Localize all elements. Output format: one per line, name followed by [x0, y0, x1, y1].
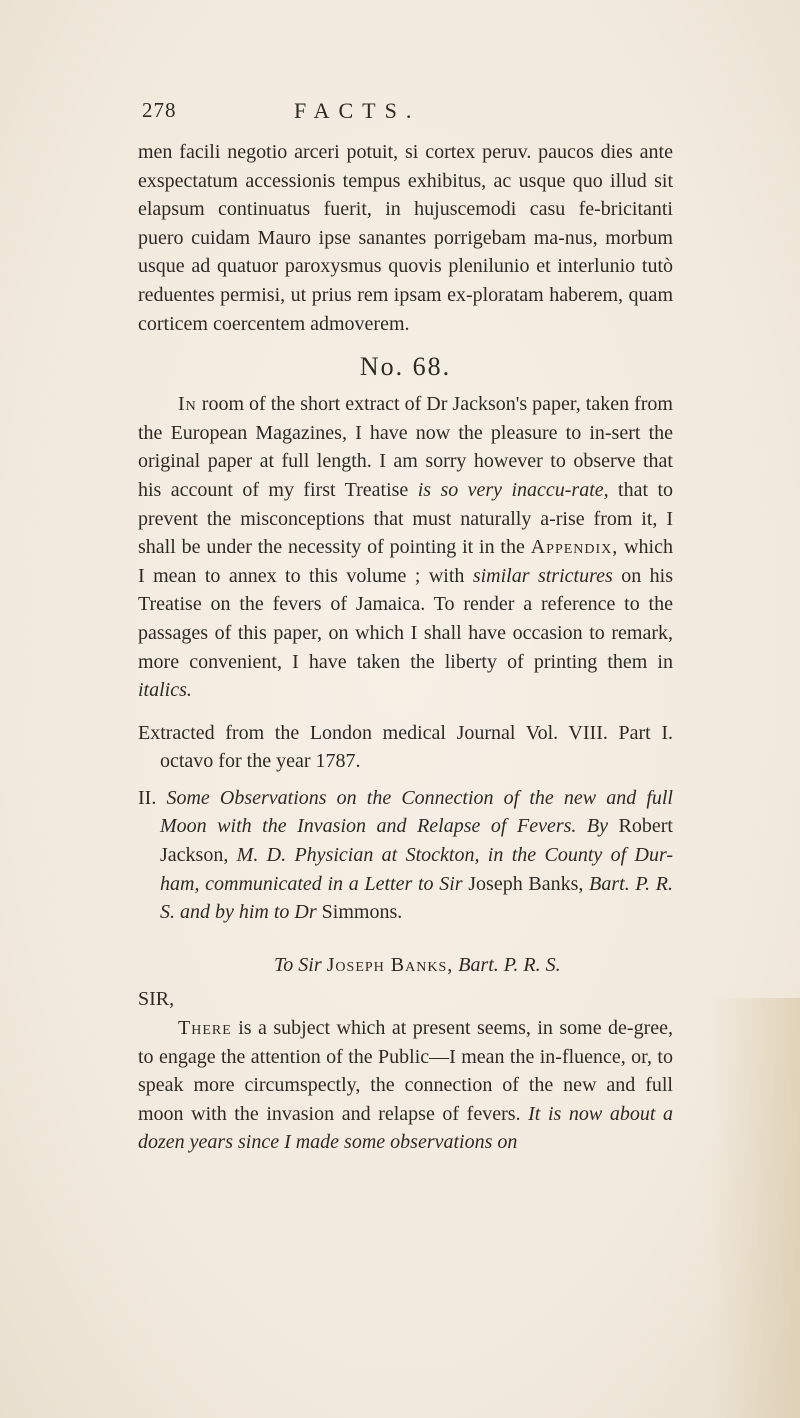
dedication-name: Joseph Banks, — [326, 953, 454, 976]
intro-italic-3: italics. — [138, 679, 192, 702]
intro-text-4: on his Treatise on the fevers of Jamaica. To render a reference to the passages of this paper, on which I shall have occasion to remark, more convenient, I have taken the liberty of printing them in — [138, 564, 673, 673]
article-credentials: M. D. Physician at Stockton, in the County of Dur-ham, communicated in a Letter to Sir — [160, 844, 673, 895]
paper-stain — [710, 998, 800, 1418]
intro-appendix: Appendix, — [530, 536, 619, 559]
intro-text-2: that to prevent the misconceptions that must naturally a-rise from it, I shall be under the necessity of pointing it in the — [138, 478, 674, 559]
intro-italic-2: similar strictures — [472, 564, 613, 587]
page-body — [138, 138, 673, 1157]
article-recipient-title: Bart. P. R. S. and by him to Dr — [160, 872, 673, 924]
page-number: 278 — [142, 98, 177, 122]
letter-paragraph — [138, 1014, 673, 1157]
letter-italic-tail: It is now about a dozen years since I made some observations on — [138, 1102, 673, 1154]
page-header — [142, 98, 662, 128]
article-recipient: Joseph Banks, — [462, 872, 590, 895]
article-author: Robert Jackson, — [160, 815, 673, 867]
article-intermediary: Simmons. — [316, 901, 403, 924]
running-title: FACTS. — [294, 98, 421, 123]
intro-italic-1: is so very inaccu-rate, — [417, 478, 609, 501]
letter-initial: There — [178, 1017, 232, 1040]
latin-paragraph: men facili negotio arceri potuit, si cortex peruv. paucos dies ante exspectatum accessionis tempus exhibitus, ac usque quo illud sit elapsum continuatus fuerit, in hujuscemodi casu fe-bricitanti puero cuidam Mauro ipse sanantes porrigebam ma-nus, morbum usque ad quatuor paroxysmus quovis plenilunio et interlunio tutò reduentes permisi, ut prius rem ipsam ex-ploratam haberem, quam corticem coercentem admoverem. — [138, 141, 673, 335]
article-title — [138, 784, 673, 927]
intro-text-1: room of the short extract of Dr Jackson's paper, taken from the European Magazines, I have now the pleasure to in-sert the original paper at full length. I am sorry however to observe that his account of my first Treatise — [138, 393, 673, 501]
source-note: Extracted from the London medical Journal Vol. VIII. Part I. octavo for the year 1787. — [138, 721, 673, 773]
letter-text: is a subject which at present seems, in some de-gree, to engage the attention of the Public—I mean the in-fluence, or, to speak more circumspectly, the connection of the new and full moon with the invasion and relapse of fevers. — [138, 1017, 673, 1125]
intro-paragraph — [138, 390, 673, 705]
section-number: No. 68. — [359, 352, 452, 382]
intro-text-3: which I mean to annex to this volume ; with — [138, 536, 673, 587]
article-italic-title: Some Observations on the Connection of the new and full Moon with the Invasion and Relapse of Fevers. By — [160, 786, 673, 838]
dedication — [138, 951, 673, 980]
article-numeral: II. — [138, 786, 167, 809]
dedication-title: Bart. P. R. S. — [453, 953, 561, 976]
dedication-to: To Sir — [274, 953, 327, 976]
salutation: SIR, — [138, 988, 175, 1011]
intro-initial: In — [178, 393, 197, 416]
